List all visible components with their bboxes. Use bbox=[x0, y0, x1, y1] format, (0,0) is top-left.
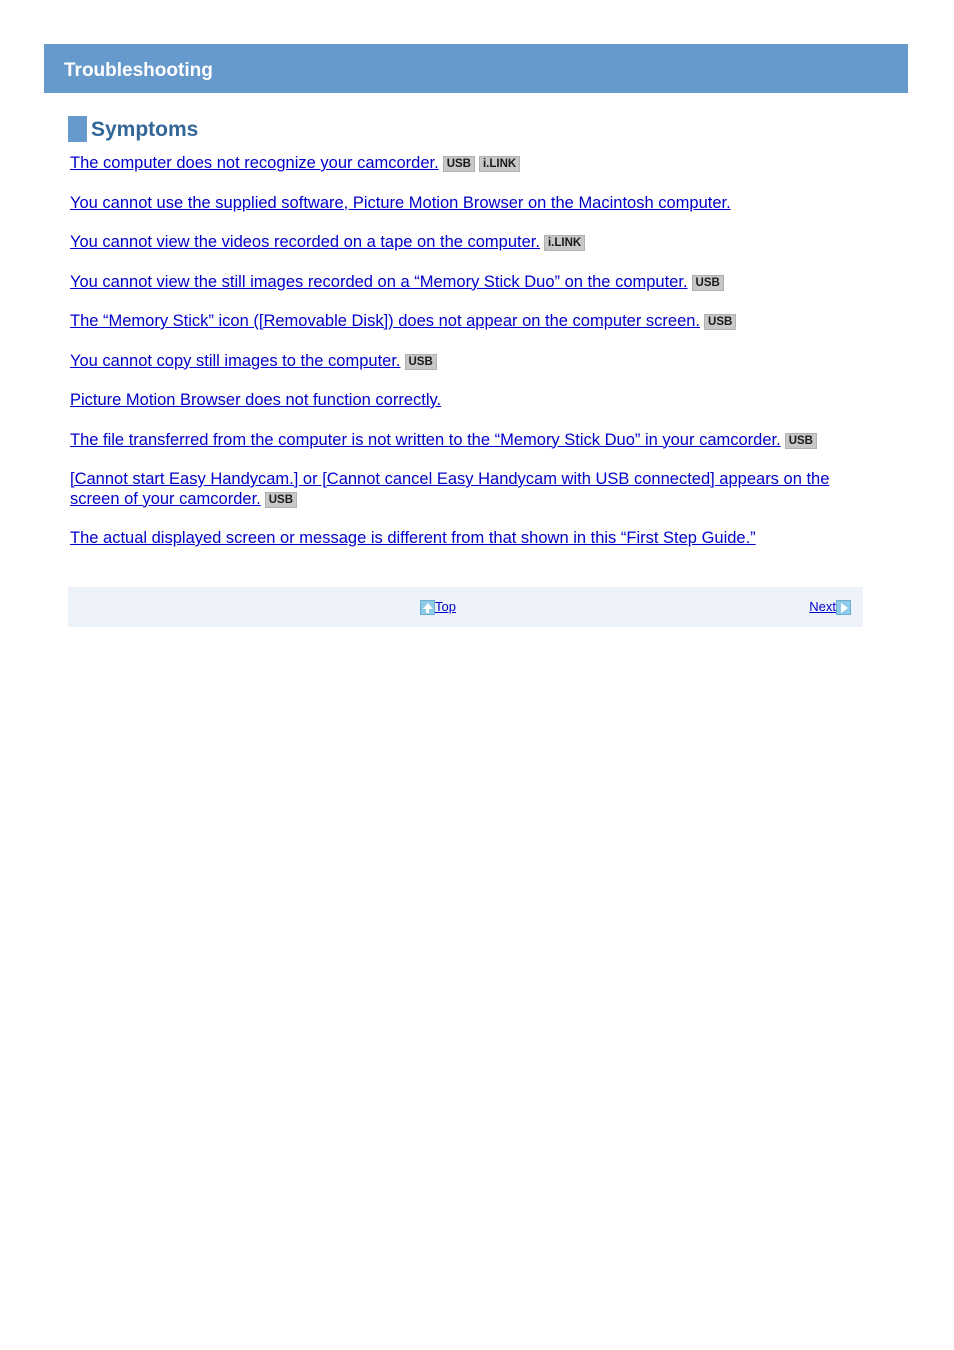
symptom-item bbox=[70, 431, 870, 451]
symptom-link[interactable]: You cannot copy still images to the computer. bbox=[70, 351, 401, 370]
symptom-link[interactable]: Picture Motion Browser does not function correctly. bbox=[70, 391, 442, 409]
top-nav[interactable] bbox=[420, 599, 456, 615]
page-title: Troubleshooting bbox=[64, 60, 213, 81]
header-bar bbox=[44, 44, 908, 93]
usb-badge: USB bbox=[405, 354, 437, 370]
usb-badge: USB bbox=[443, 156, 475, 172]
next-nav[interactable] bbox=[809, 599, 851, 615]
symptom-item bbox=[70, 352, 870, 372]
symptom-item bbox=[70, 470, 870, 509]
usb-badge: USB bbox=[265, 492, 297, 508]
symptom-item bbox=[70, 312, 870, 332]
right-arrow-icon[interactable] bbox=[836, 600, 851, 615]
usb-badge: USB bbox=[692, 275, 724, 291]
nav-bar bbox=[68, 587, 863, 627]
top-link[interactable]: Top bbox=[435, 599, 456, 614]
section-title: Symptoms bbox=[91, 118, 199, 141]
symptom-item bbox=[70, 233, 870, 253]
symptom-link[interactable]: The “Memory Stick” icon ([Removable Disk]) does not appear on the computer screen. bbox=[70, 312, 701, 330]
usb-badge: USB bbox=[785, 433, 817, 449]
symptom-link[interactable]: The computer does not recognize your camcorder. bbox=[70, 154, 439, 172]
symptom-link[interactable]: The actual displayed screen or message is different from that shown in this “First Step Guide.” bbox=[70, 529, 756, 547]
ilink-badge: i.LINK bbox=[479, 156, 520, 172]
symptom-link[interactable]: The file transferred from the computer is not written to the “Memory Stick Duo” in your camcorder. bbox=[70, 430, 781, 449]
symptom-link[interactable]: You cannot use the supplied software, Picture Motion Browser on the Macintosh computer. bbox=[70, 193, 731, 212]
usb-badge: USB bbox=[704, 314, 736, 330]
symptom-item bbox=[70, 194, 870, 214]
section-marker bbox=[68, 116, 87, 142]
symptom-link[interactable]: [Cannot start Easy Handycam.] or [Cannot cancel Easy Handycam with USB connected] appears on the screen of your camcorder. bbox=[70, 470, 830, 508]
symptom-item bbox=[70, 391, 870, 411]
up-arrow-icon[interactable] bbox=[420, 600, 435, 615]
symptom-link[interactable]: You cannot view the videos recorded on a tape on the computer. bbox=[70, 233, 540, 251]
ilink-badge: i.LINK bbox=[544, 235, 585, 251]
symptom-list bbox=[70, 154, 870, 549]
next-link[interactable]: Next bbox=[809, 599, 836, 614]
symptom-item bbox=[70, 154, 870, 174]
symptom-item bbox=[70, 529, 870, 549]
symptom-item bbox=[70, 273, 870, 293]
symptom-link[interactable]: You cannot view the still images recorded on a “Memory Stick Duo” on the computer. bbox=[70, 272, 688, 291]
